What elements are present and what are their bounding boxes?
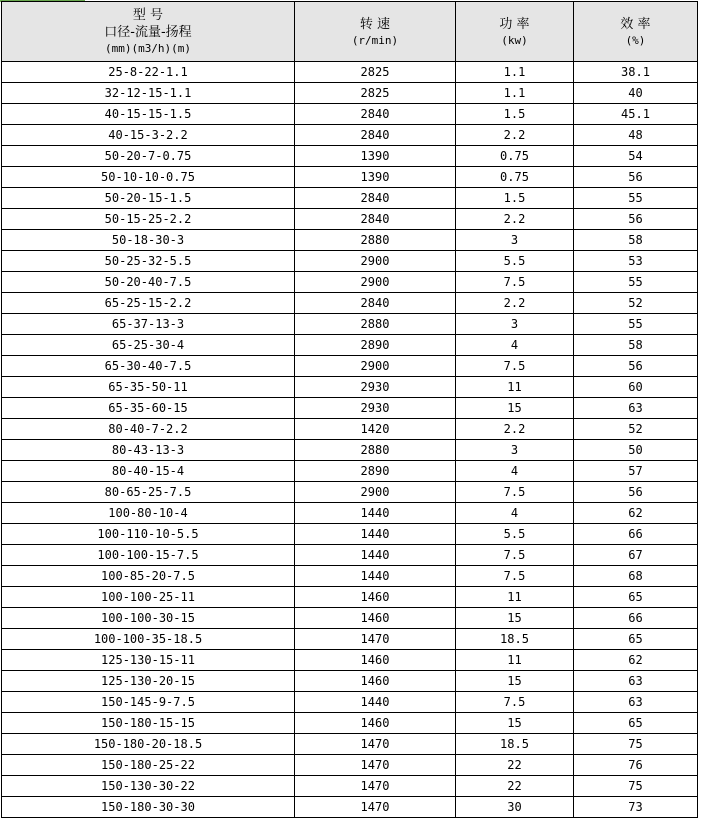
power-cell: 4 <box>456 335 574 356</box>
model-cell: 65-30-40-7.5 <box>2 356 295 377</box>
efficiency-cell: 68 <box>574 566 698 587</box>
efficiency-cell: 62 <box>574 503 698 524</box>
power-cell: 1.5 <box>456 188 574 209</box>
table-row <box>2 440 698 461</box>
table-row <box>2 272 698 293</box>
efficiency-cell: 54 <box>574 146 698 167</box>
power-cell: 11 <box>456 650 574 671</box>
power-cell: 3 <box>456 440 574 461</box>
power-cell: 1.1 <box>456 62 574 83</box>
table-row <box>2 104 698 125</box>
table-row <box>2 713 698 734</box>
table-row <box>2 335 698 356</box>
efficiency-cell: 63 <box>574 692 698 713</box>
model-cell: 150-130-30-22 <box>2 776 295 797</box>
power-cell: 18.5 <box>456 629 574 650</box>
power-cell: 2.2 <box>456 419 574 440</box>
efficiency-cell: 63 <box>574 398 698 419</box>
table-row <box>2 671 698 692</box>
table-row <box>2 188 698 209</box>
power-cell: 15 <box>456 671 574 692</box>
model-cell: 65-35-50-11 <box>2 377 295 398</box>
efficiency-cell: 66 <box>574 524 698 545</box>
efficiency-cell: 56 <box>574 209 698 230</box>
speed-cell: 2930 <box>295 377 456 398</box>
efficiency-cell: 66 <box>574 608 698 629</box>
power-cell: 15 <box>456 398 574 419</box>
table-row <box>2 356 698 377</box>
efficiency-cell: 52 <box>574 419 698 440</box>
model-cell: 100-80-10-4 <box>2 503 295 524</box>
table-row <box>2 209 698 230</box>
speed-cell: 1470 <box>295 776 456 797</box>
model-cell: 125-130-15-11 <box>2 650 295 671</box>
efficiency-cell: 45.1 <box>574 104 698 125</box>
table-row <box>2 482 698 503</box>
speed-cell: 1390 <box>295 146 456 167</box>
speed-cell: 1460 <box>295 671 456 692</box>
efficiency-cell: 40 <box>574 83 698 104</box>
model-cell: 80-43-13-3 <box>2 440 295 461</box>
power-cell: 22 <box>456 755 574 776</box>
table-row <box>2 62 698 83</box>
header-model-title: 型 号 <box>132 8 164 23</box>
efficiency-cell: 73 <box>574 797 698 818</box>
header-model-units: (mm)(m3/h)(m) <box>104 42 192 55</box>
speed-cell: 1460 <box>295 587 456 608</box>
power-cell: 3 <box>456 314 574 335</box>
speed-cell: 1470 <box>295 755 456 776</box>
efficiency-cell: 55 <box>574 188 698 209</box>
model-cell: 80-40-7-2.2 <box>2 419 295 440</box>
model-cell: 65-37-13-3 <box>2 314 295 335</box>
efficiency-cell: 65 <box>574 587 698 608</box>
table-row <box>2 167 698 188</box>
speed-cell: 1440 <box>295 503 456 524</box>
power-cell: 15 <box>456 713 574 734</box>
efficiency-cell: 52 <box>574 293 698 314</box>
table-row <box>2 503 698 524</box>
table-row <box>2 566 698 587</box>
header-speed <box>295 2 456 62</box>
efficiency-cell: 75 <box>574 734 698 755</box>
power-cell: 3 <box>456 230 574 251</box>
speed-cell: 2900 <box>295 356 456 377</box>
model-cell: 25-8-22-1.1 <box>2 62 295 83</box>
table-row <box>2 587 698 608</box>
speed-cell: 1470 <box>295 797 456 818</box>
speed-cell: 2825 <box>295 83 456 104</box>
efficiency-cell: 65 <box>574 629 698 650</box>
model-cell: 150-180-15-15 <box>2 713 295 734</box>
table-row <box>2 314 698 335</box>
model-cell: 150-180-25-22 <box>2 755 295 776</box>
speed-cell: 1470 <box>295 734 456 755</box>
speed-cell: 2840 <box>295 104 456 125</box>
power-cell: 30 <box>456 797 574 818</box>
model-cell: 80-40-15-4 <box>2 461 295 482</box>
table-row <box>2 797 698 818</box>
power-cell: 4 <box>456 461 574 482</box>
efficiency-cell: 58 <box>574 335 698 356</box>
efficiency-cell: 56 <box>574 482 698 503</box>
model-cell: 100-100-35-18.5 <box>2 629 295 650</box>
power-cell: 15 <box>456 608 574 629</box>
header-row <box>2 2 698 62</box>
power-cell: 7.5 <box>456 356 574 377</box>
model-cell: 40-15-3-2.2 <box>2 125 295 146</box>
efficiency-cell: 56 <box>574 356 698 377</box>
model-cell: 50-15-25-2.2 <box>2 209 295 230</box>
table-header <box>2 2 698 62</box>
header-speed-units: (r/min) <box>351 33 399 47</box>
model-cell: 100-100-25-11 <box>2 587 295 608</box>
table-row <box>2 125 698 146</box>
power-cell: 0.75 <box>456 167 574 188</box>
model-cell: 50-20-15-1.5 <box>2 188 295 209</box>
power-cell: 5.5 <box>456 524 574 545</box>
table-row <box>2 419 698 440</box>
efficiency-cell: 76 <box>574 755 698 776</box>
power-cell: 7.5 <box>456 272 574 293</box>
header-model <box>2 2 295 62</box>
header-speed-title: 转 速 <box>359 16 391 32</box>
speed-cell: 2825 <box>295 62 456 83</box>
efficiency-cell: 63 <box>574 671 698 692</box>
table-row <box>2 230 698 251</box>
speed-cell: 2840 <box>295 209 456 230</box>
model-cell: 150-145-9-7.5 <box>2 692 295 713</box>
table-row <box>2 545 698 566</box>
power-cell: 2.2 <box>456 293 574 314</box>
model-cell: 50-10-10-0.75 <box>2 167 295 188</box>
efficiency-cell: 38.1 <box>574 62 698 83</box>
model-cell: 100-100-30-15 <box>2 608 295 629</box>
model-cell: 50-25-32-5.5 <box>2 251 295 272</box>
power-cell: 7.5 <box>456 545 574 566</box>
table-row <box>2 734 698 755</box>
model-cell: 65-25-30-4 <box>2 335 295 356</box>
speed-cell: 2840 <box>295 125 456 146</box>
table-row <box>2 398 698 419</box>
table-row <box>2 251 698 272</box>
speed-cell: 2880 <box>295 230 456 251</box>
power-cell: 18.5 <box>456 734 574 755</box>
efficiency-cell: 60 <box>574 377 698 398</box>
speed-cell: 1460 <box>295 713 456 734</box>
speed-cell: 1440 <box>295 524 456 545</box>
power-cell: 7.5 <box>456 482 574 503</box>
model-cell: 32-12-15-1.1 <box>2 83 295 104</box>
speed-cell: 1390 <box>295 167 456 188</box>
model-cell: 65-25-15-2.2 <box>2 293 295 314</box>
speed-cell: 2900 <box>295 272 456 293</box>
header-power-units: (kw) <box>501 33 528 47</box>
header-efficiency <box>574 2 698 62</box>
model-cell: 150-180-20-18.5 <box>2 734 295 755</box>
table-row <box>2 524 698 545</box>
speed-cell: 1440 <box>295 545 456 566</box>
speed-cell: 1440 <box>295 692 456 713</box>
efficiency-cell: 57 <box>574 461 698 482</box>
model-cell: 150-180-30-30 <box>2 797 295 818</box>
header-model-subtitle: 口径-流量-扬程 <box>104 25 192 40</box>
speed-cell: 1460 <box>295 608 456 629</box>
model-cell: 50-18-30-3 <box>2 230 295 251</box>
power-cell: 7.5 <box>456 692 574 713</box>
table-row <box>2 293 698 314</box>
efficiency-cell: 75 <box>574 776 698 797</box>
table-row <box>2 377 698 398</box>
table-body <box>2 62 698 818</box>
model-cell: 40-15-15-1.5 <box>2 104 295 125</box>
power-cell: 22 <box>456 776 574 797</box>
speed-cell: 1420 <box>295 419 456 440</box>
efficiency-cell: 53 <box>574 251 698 272</box>
model-cell: 100-110-10-5.5 <box>2 524 295 545</box>
header-efficiency-title: 效 率 <box>620 16 651 32</box>
efficiency-cell: 65 <box>574 713 698 734</box>
efficiency-cell: 55 <box>574 314 698 335</box>
header-power <box>456 2 574 62</box>
power-cell: 7.5 <box>456 566 574 587</box>
efficiency-cell: 48 <box>574 125 698 146</box>
speed-cell: 2890 <box>295 335 456 356</box>
efficiency-cell: 56 <box>574 167 698 188</box>
power-cell: 1.1 <box>456 83 574 104</box>
efficiency-cell: 55 <box>574 272 698 293</box>
speed-cell: 1440 <box>295 566 456 587</box>
speed-cell: 2930 <box>295 398 456 419</box>
speed-cell: 2900 <box>295 251 456 272</box>
speed-cell: 1470 <box>295 629 456 650</box>
power-cell: 2.2 <box>456 209 574 230</box>
speed-cell: 2840 <box>295 188 456 209</box>
model-cell: 125-130-20-15 <box>2 671 295 692</box>
power-cell: 2.2 <box>456 125 574 146</box>
speed-cell: 2880 <box>295 314 456 335</box>
model-cell: 50-20-7-0.75 <box>2 146 295 167</box>
pump-spec-table <box>1 1 698 818</box>
model-cell: 50-20-40-7.5 <box>2 272 295 293</box>
table-row <box>2 629 698 650</box>
model-cell: 100-100-15-7.5 <box>2 545 295 566</box>
speed-cell: 1460 <box>295 650 456 671</box>
efficiency-cell: 67 <box>574 545 698 566</box>
table-row <box>2 461 698 482</box>
table-row <box>2 776 698 797</box>
table-row <box>2 83 698 104</box>
table-row <box>2 650 698 671</box>
power-cell: 5.5 <box>456 251 574 272</box>
table-row <box>2 146 698 167</box>
model-cell: 100-85-20-7.5 <box>2 566 295 587</box>
header-efficiency-units: (%) <box>625 33 646 47</box>
efficiency-cell: 50 <box>574 440 698 461</box>
table-row <box>2 755 698 776</box>
model-cell: 65-35-60-15 <box>2 398 295 419</box>
speed-cell: 2880 <box>295 440 456 461</box>
table-row <box>2 692 698 713</box>
speed-cell: 2890 <box>295 461 456 482</box>
efficiency-cell: 58 <box>574 230 698 251</box>
efficiency-cell: 62 <box>574 650 698 671</box>
power-cell: 0.75 <box>456 146 574 167</box>
table-row <box>2 608 698 629</box>
speed-cell: 2900 <box>295 482 456 503</box>
power-cell: 1.5 <box>456 104 574 125</box>
model-cell: 80-65-25-7.5 <box>2 482 295 503</box>
power-cell: 11 <box>456 587 574 608</box>
power-cell: 11 <box>456 377 574 398</box>
power-cell: 4 <box>456 503 574 524</box>
header-power-title: 功 率 <box>499 16 530 32</box>
speed-cell: 2840 <box>295 293 456 314</box>
